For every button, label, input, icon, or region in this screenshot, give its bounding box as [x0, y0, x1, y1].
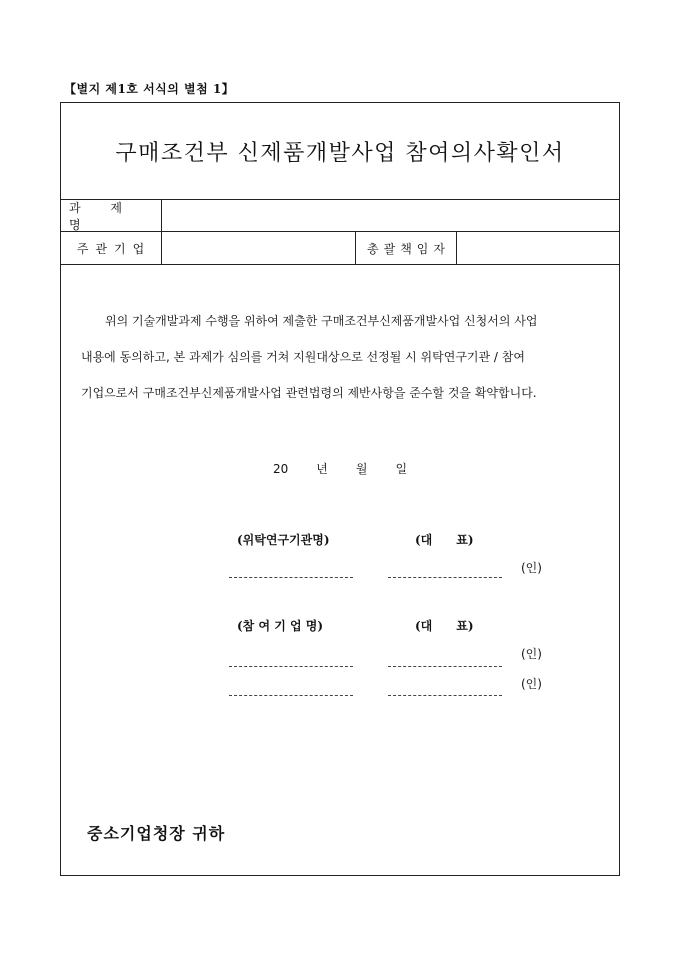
representative-signature-line-3[interactable] [388, 695, 502, 696]
seal-label-2: (인) [521, 647, 542, 661]
annex-label: 【별지 제1호 서식의 별첨 1】 [64, 82, 235, 96]
form-title: 구매조건부 신제품개발사업 참여의사확인서 [115, 140, 565, 166]
statement-line-2: 내용에 동의하고, 본 과제가 심의를 거쳐 지원대상으로 선정될 시 위탁연구기관 / 참여 [81, 350, 525, 364]
project-name-label: 과 제 명 [61, 200, 162, 231]
date-day-unit: 일 [395, 462, 408, 476]
project-name-field[interactable] [162, 200, 619, 231]
title-area [61, 103, 619, 200]
manager-field[interactable] [457, 232, 619, 264]
statement-paragraph [81, 303, 599, 411]
participating-company-label: (참 여 기 업 명) [237, 619, 324, 633]
lead-company-label: 주관기업 [61, 232, 162, 264]
lead-company-row [61, 232, 619, 265]
consigned-org-label: (위탁연구기관명) [237, 533, 330, 547]
date-year-unit: 년 [316, 462, 328, 476]
consigned-org-signature-line[interactable] [229, 577, 353, 578]
lead-company-field[interactable] [162, 232, 356, 264]
date-line [61, 460, 619, 477]
representative-signature-line-2[interactable] [388, 666, 502, 667]
addressee: 중소기업청장 귀하 [87, 824, 226, 843]
project-name-row [61, 200, 619, 232]
representative-label-2: (대 표) [415, 619, 474, 633]
date-year: 20 [272, 462, 289, 476]
seal-label-1: (인) [521, 561, 542, 575]
representative-label-1: (대 표) [415, 533, 474, 547]
seal-label-3: (인) [521, 677, 542, 691]
statement-line-1: 위의 기술개발과제 수행을 위하여 제출한 구매조건부신제품개발사업 신청서의 사업 [105, 314, 538, 328]
representative-signature-line-1[interactable] [388, 577, 502, 578]
manager-label: 총괄책임자 [356, 232, 457, 264]
participating-company-signature-line-1[interactable] [229, 666, 353, 667]
date-month-unit: 월 [355, 462, 368, 476]
statement-line-3: 기업으로서 구매조건부신제품개발사업 관련법령의 제반사항을 준수할 것을 확약합니다. [81, 386, 537, 400]
participating-company-signature-line-2[interactable] [229, 695, 353, 696]
form-frame [60, 102, 620, 876]
